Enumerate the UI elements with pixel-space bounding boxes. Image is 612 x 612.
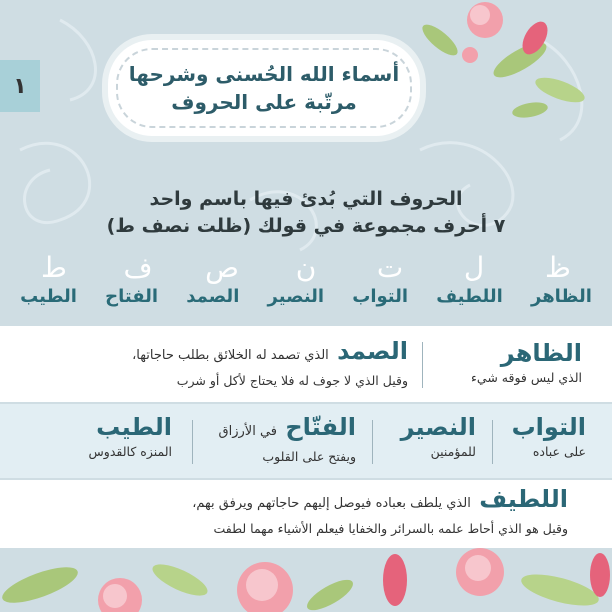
page-number-tab: ١ [0, 60, 40, 112]
name-tayyib: الطيب [20, 286, 77, 307]
card-zaher-name: الظاهر [500, 339, 582, 367]
card-lateef-desc-inline: الذي يلطف بعباده فيوصل إليهم حاجاتهم ويرفق بهم، [192, 496, 471, 511]
name-fattah: الفتاح [105, 286, 159, 307]
names-row [0, 286, 612, 314]
letter-lam: ل [463, 251, 485, 284]
card-samad [28, 336, 408, 391]
card-samad-desc-inline: الذي تصمد له الخلائق بطلب حاجاتها، [132, 348, 329, 363]
title-line-1: أسماء الله الحُسنى وشرحها [128, 62, 400, 86]
card-tawwab [494, 412, 586, 462]
name-samad: الصمد [186, 286, 240, 307]
card-tayyib [42, 412, 172, 462]
divider [372, 420, 373, 464]
card-lateef-desc-2: وقيل هو الذي أحاط علمه بالسرائر والخفايا فيعلم الأشياء مهما لطفت [213, 521, 568, 536]
card-fattah-desc: ويفتح على القلوب [262, 449, 356, 464]
intro-text [60, 186, 552, 240]
letter-zaa: ظ [545, 251, 571, 284]
card-tayyib-desc: المنزه كالقدوس [88, 444, 172, 459]
card-fattah [196, 412, 356, 467]
divider [492, 420, 493, 464]
letter-saad: ص [205, 251, 239, 284]
letter-faa: ف [123, 251, 153, 284]
card-fattah-name: الفتّاح [285, 413, 356, 441]
title-banner [108, 40, 420, 136]
name-zaher: الظاهر [531, 286, 592, 307]
name-lateef: اللطيف [436, 286, 503, 307]
divider [192, 420, 193, 464]
intro-line-2: ٧ أحرف مجموعة في قولك (ظلت نصف ط) [106, 215, 506, 237]
letter-noon: ن [295, 251, 317, 284]
card-fattah-sub: في الأرزاق [218, 424, 278, 439]
card-samad-desc-2: وقيل الذي لا جوف له فلا يحتاج لأكل أو شرب [176, 373, 408, 388]
card-zaher [422, 338, 582, 388]
card-naseer-name: النصير [400, 413, 476, 441]
name-tawwab: التواب [352, 286, 409, 307]
card-samad-name: الصمد [337, 337, 408, 365]
letter-taa: ت [376, 251, 404, 284]
letters-row [0, 252, 612, 284]
card-zaher-desc: الذي ليس فوقه شيء [471, 370, 582, 385]
card-tawwab-name: التواب [511, 413, 586, 441]
card-tayyib-name: الطيب [96, 413, 172, 441]
card-naseer-desc: للمؤمنين [430, 444, 476, 459]
card-tawwab-desc: على عباده [532, 444, 586, 459]
intro-line-1: الحروف التي بُدئ فيها باسم واحد [149, 188, 463, 210]
divider [422, 342, 423, 388]
title-line-2: مرتّبة على الحروف [171, 90, 357, 114]
card-lateef-name: اللطيف [479, 485, 568, 513]
letter-taa-heavy: ط [41, 251, 67, 284]
card-naseer [376, 412, 476, 462]
card-lateef [28, 484, 568, 539]
name-naseer: النصير [267, 286, 325, 307]
